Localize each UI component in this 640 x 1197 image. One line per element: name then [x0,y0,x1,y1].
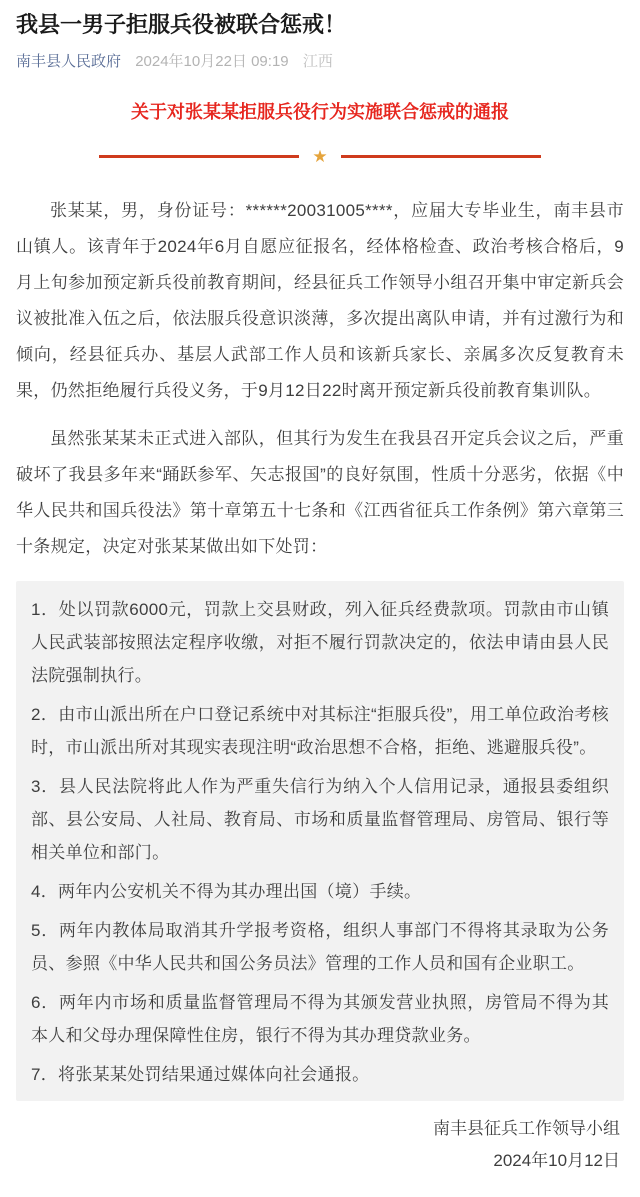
punishment-box [16,581,624,1101]
punishment-item-7: 7．将张某某处罚结果通过媒体向社会通报。 [31,1065,370,1084]
signature-org: 南丰县征兵工作领导小组 [433,1119,620,1138]
page-title: 我县一男子拒服兵役被联合惩戒！ [16,12,347,37]
star-divider [16,147,624,165]
publish-location: 江西 [302,53,333,70]
account-name-link[interactable]: 南丰县人民政府 [16,53,122,70]
star-icon: ★ [312,146,328,166]
punishment-item-3: 3．县人民法院将此人作为严重失信行为纳入个人信用记录，通报县委组织部、县公安局、人社局、教育局、市场和质量监督管理局、房管局、银行等相关单位和部门。 [31,777,609,862]
punishment-item-4: 4．两年内公安机关不得为其办理出国（境）手续。 [31,882,422,901]
article-meta [16,52,624,72]
punishment-item-5: 5．两年内教体局取消其升学报考资格，组织人事部门不得将其录取为公务员、参照《中华人民共和国公务员法》管理的工作人员和国有企业职工。 [31,921,609,973]
punishment-item-1: 1．处以罚款6000元，罚款上交县财政，列入征兵经费款项。罚款由市山镇人民武装部按照法定程序收缴，对拒不履行罚款决定的，依法申请由县人民法院强制执行。 [31,600,609,685]
publish-datetime: 2024年10月22日 09:19 [135,53,289,70]
punishment-item-2: 2．由市山派出所在户口登记系统中对其标注“拒服兵役”，用工单位政治考核时，市山派出所对其现实表现注明“政治思想不合格，拒绝、逃避服兵役”。 [31,705,609,757]
signature-date: 2024年10月12日 [493,1151,620,1170]
divider-line-left [99,155,299,158]
notice-heading: 关于对张某某拒服兵役行为实施联合惩戒的通报 [131,102,509,122]
body-paragraph-1: 张某某，男，身份证号：******20031005****，应届大专毕业生，南丰县市山镇人。该青年于2024年6月自愿应征报名，经体格检查、政治考核合格后，9月上旬参加预定新兵役前教育期间，经县征兵工作领导小组召开集中审定新兵会议被批准入伍之后，依法服兵役意识淡薄，多次提出离队申请，并有过激行为和倾向，经县征兵办、基层人武部工作人员和该新兵家长、亲属多次反复教育未果，仍然拒绝履行兵役义务，于9月12日22时离开预定新兵役前教育集训队。 [16,201,624,400]
signature-block [16,1113,624,1177]
divider-line-right [341,155,541,158]
punishment-item-6: 6．两年内市场和质量监督管理局不得为其颁发营业执照，房管局不得为其本人和父母办理保障性住房，银行不得为其办理贷款业务。 [31,993,609,1045]
body-paragraph-2: 虽然张某某未正式进入部队，但其行为发生在我县召开定兵会议之后，严重破坏了我县多年来“踊跃参军、矢志报国”的良好氛围，性质十分恶劣，依据《中华人民共和国兵役法》第十章第五十七条和《江西省征兵工作条例》第六章第三十条规定，决定对张某某做出如下处罚： [16,429,624,556]
